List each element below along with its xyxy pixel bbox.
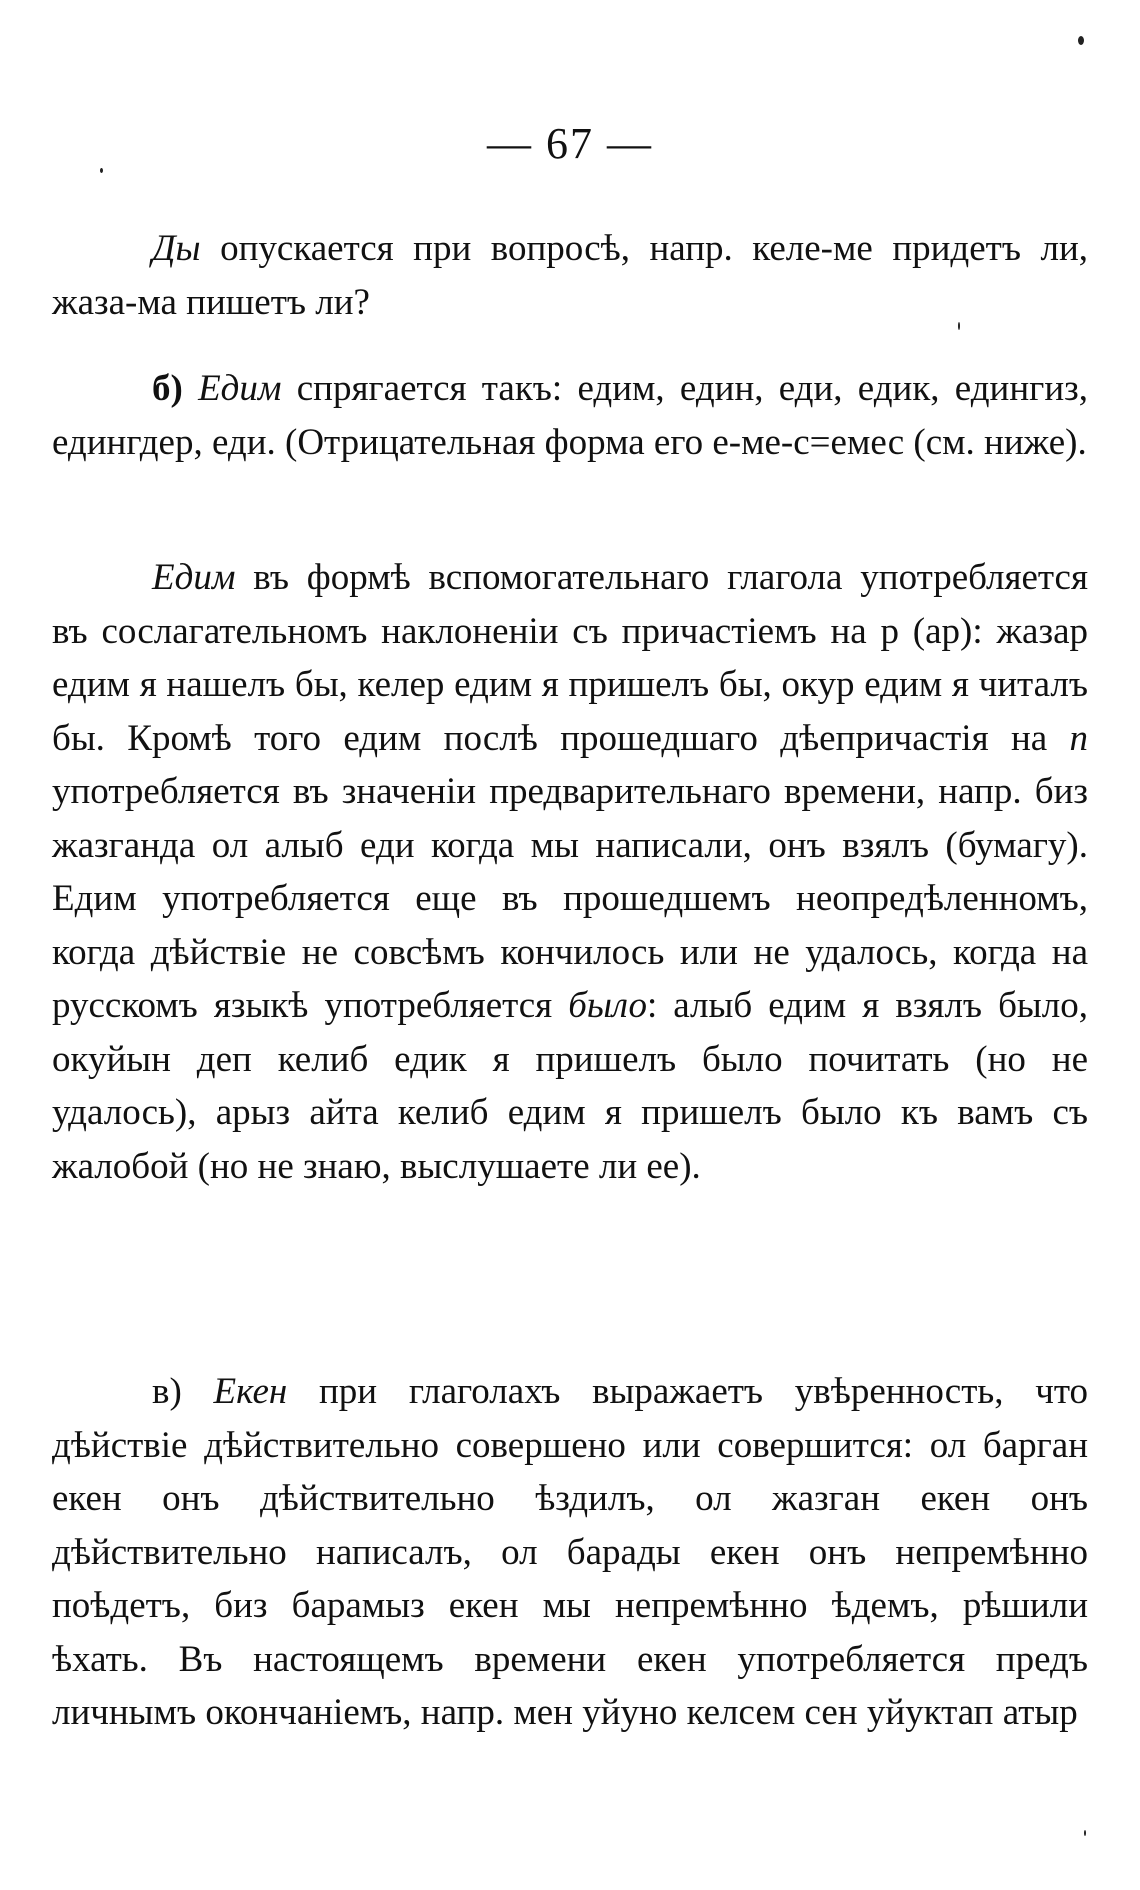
paragraph-edim-conjugation [52,362,1088,469]
italic-term: Едим [198,368,282,409]
italic-word: было [568,985,647,1026]
paragraph-edim-usage [52,551,1088,1193]
section-marker: б) [152,368,199,409]
page-number: — 67 — [487,119,653,168]
paragraph-body-a: въ формѣ вспомогательнаго глагола употребляется въ сослагательномъ наклоненіи съ причастіемъ на р (ар): жазар едим я нашелъ бы, келер едим я пришелъ бы, окур едим я читалъ бы. Кромѣ того едим послѣ прошедшаго дѣепричастія на [52,557,1088,759]
print-speck [1084,1830,1086,1836]
italic-term: Ды [152,228,201,269]
paragraph-body-c: : алыб едим я взялъ было, окуйын деп келиб едик я пришелъ было почитать (но не удалось), арыз айта келиб едим я пришелъ было къ вамъ съ жалобой (но не знаю, выслушаете ли ее). [52,985,1088,1187]
paragraph-body-b: употребляется въ значеніи предварительнаго времени, напр. биз жазганда ол алыб еди когда мы написали, онъ взялъ (бумагу). Едим употребляется еще въ прошедшемъ неопредѣленномъ, когда дѣйствіе не совсѣмъ кончилось или не удалось, когда на русскомъ языкѣ употребляется [52,771,1088,1026]
print-speck [1078,36,1084,45]
print-speck [958,322,960,330]
paragraph-body: при глаголахъ выражаетъ увѣренность, что дѣйствіе дѣйствительно совершено или совершится: ол барган екен онъ дѣйствительно ѣздилъ, ол жазган екен онъ дѣйствительно написалъ, ол барады екен онъ непремѣнно поѣдетъ, биз барамыз екен мы непремѣнно ѣдемъ, рѣшили ѣхать. Въ настоящемъ времени екен употребляется предъ личнымъ окончаніемъ, напр. мен уйуно келсем сен уйуктап атыр [52,1371,1088,1733]
paragraph-body: опускается при вопросѣ, напр. келе-ме придетъ ли, жаза-ма пишетъ ли? [52,228,1088,323]
italic-term: Едим [152,557,236,598]
italic-suffix: п [1069,717,1088,759]
paragraph-dy [52,222,1088,329]
paragraph-text [52,222,1088,329]
paragraph-text [52,1365,1088,1740]
section-marker: в) [152,1371,214,1412]
paragraph-text [52,551,1088,1193]
paragraph-eken [52,1365,1088,1740]
paragraph-body: спрягается такъ: едим, един, еди, едик, едингиз, едингдер, еди. (Отрицательная форма его е-ме-с=емес (см. ниже). [52,368,1088,463]
paragraph-text [52,362,1088,469]
print-speck [100,168,103,173]
italic-term: Екен [213,1371,288,1412]
